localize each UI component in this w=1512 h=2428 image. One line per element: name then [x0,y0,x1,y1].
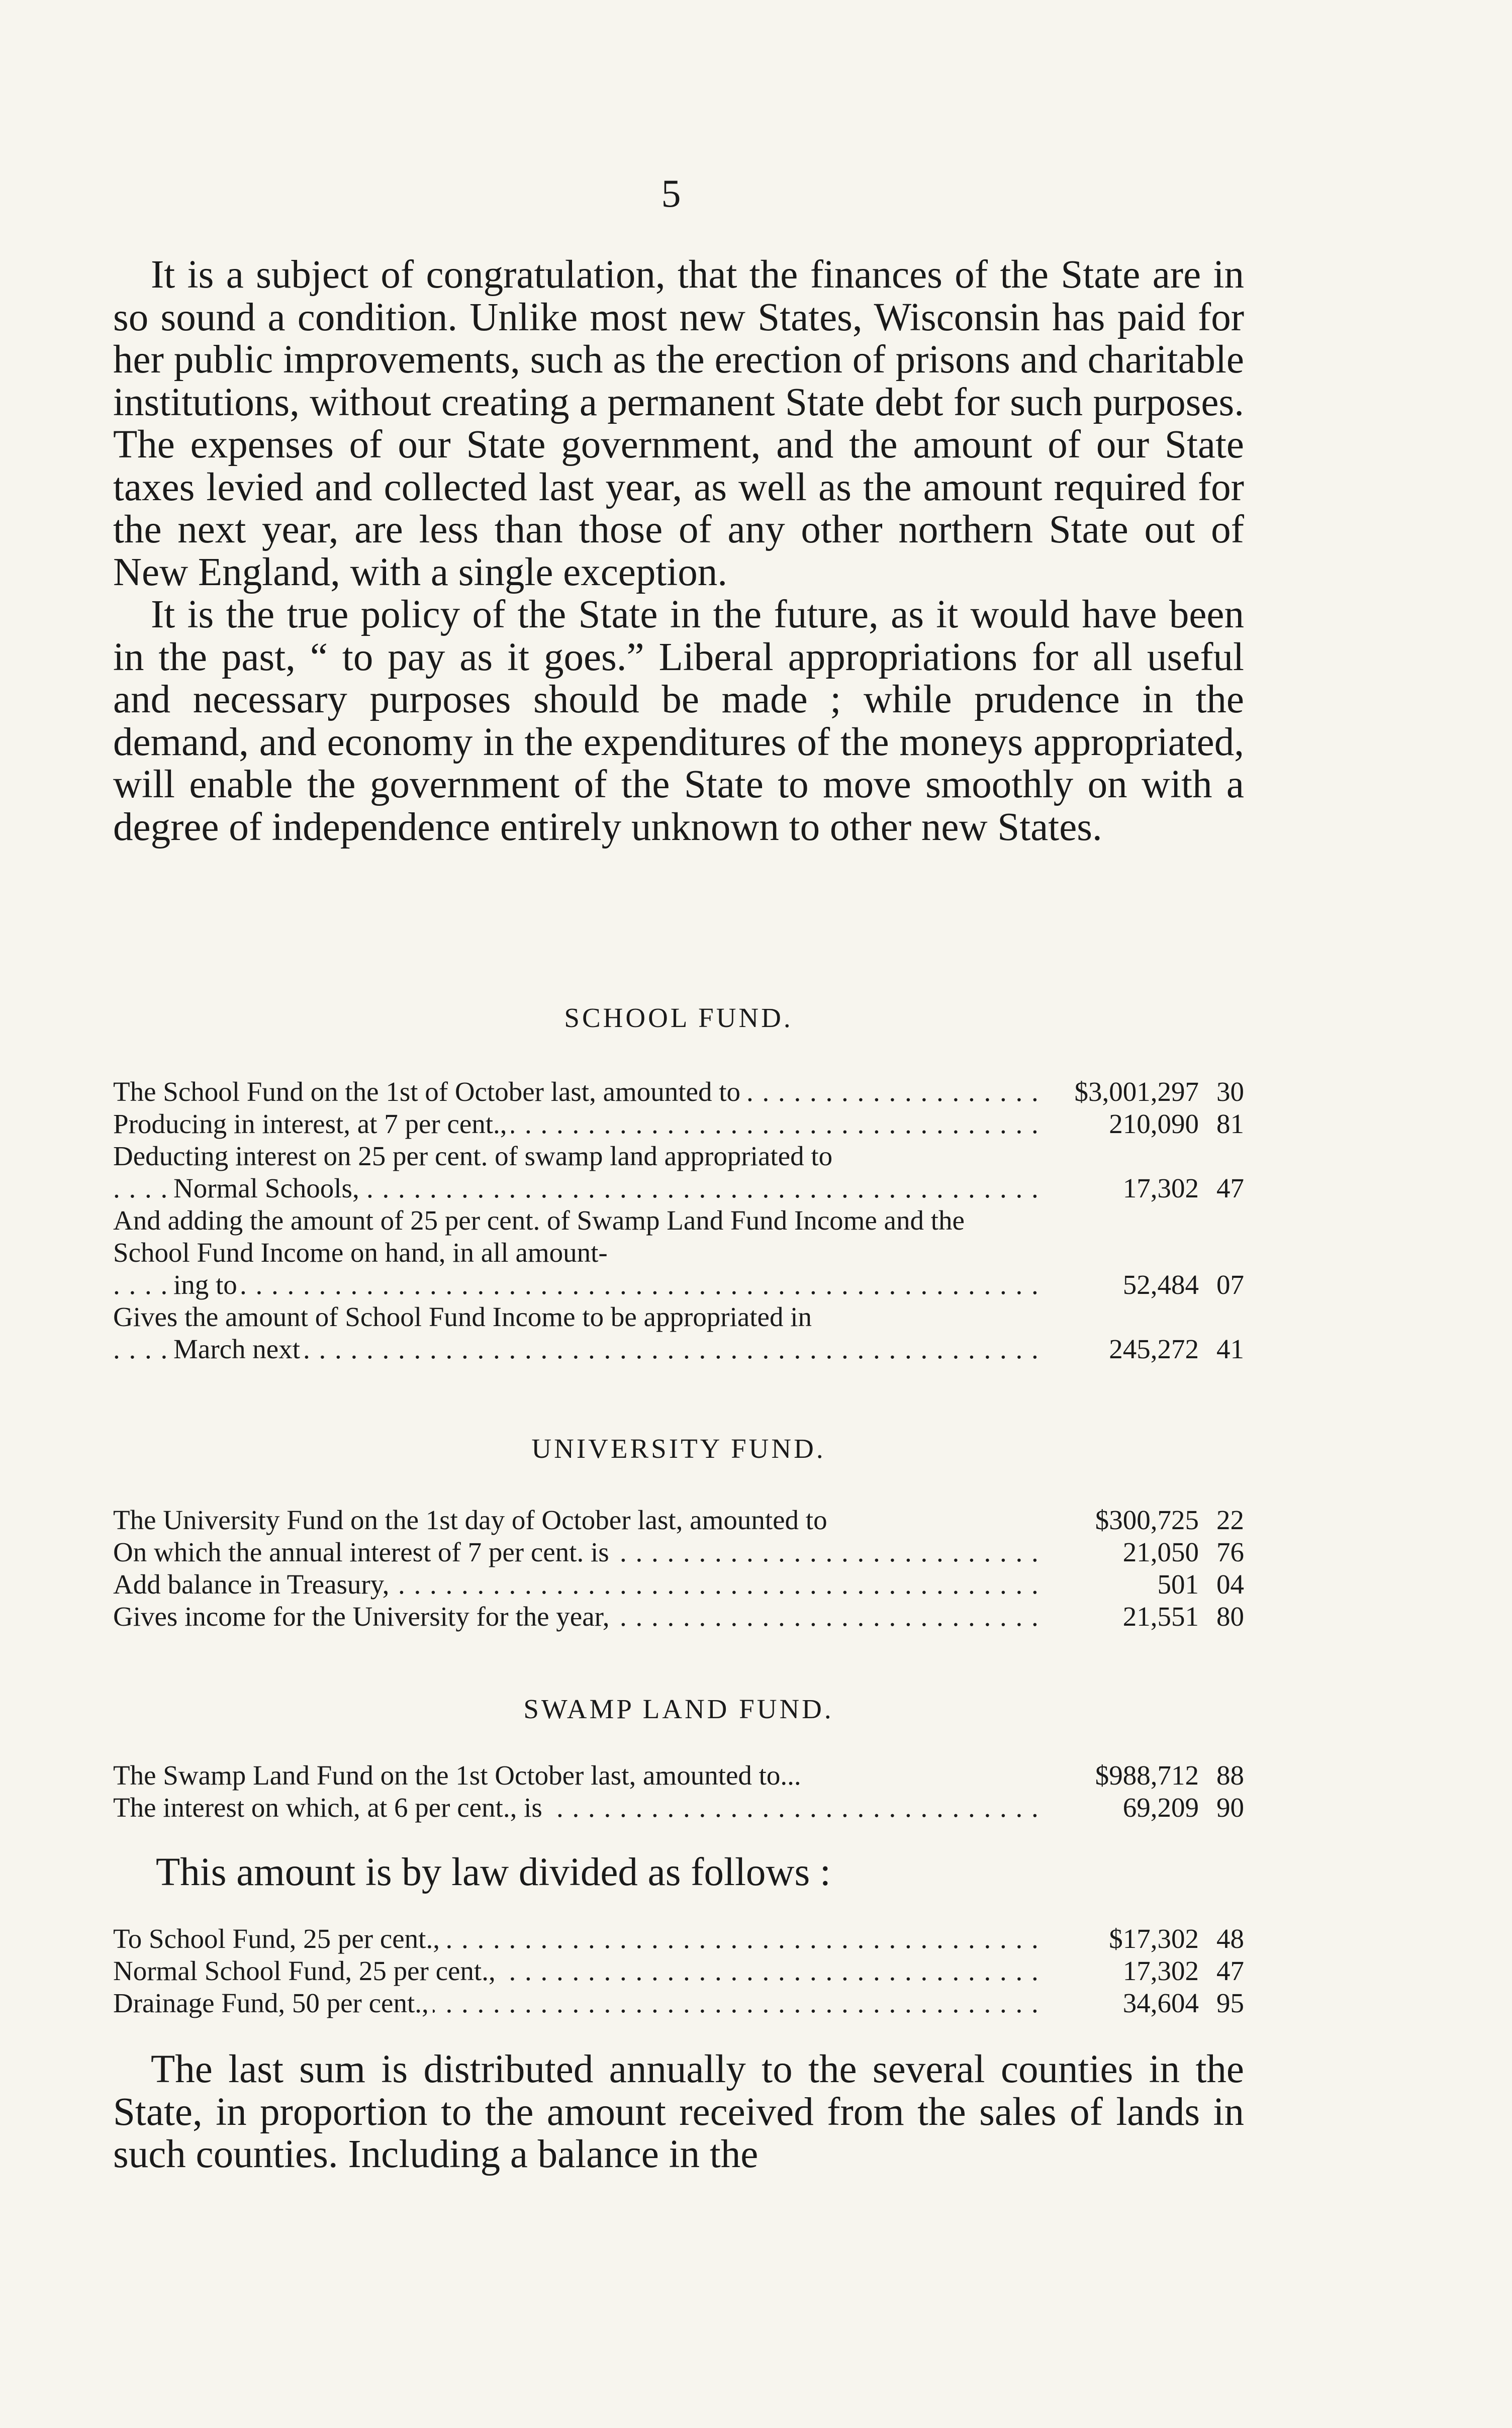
row-cents: 76 [1216,1537,1244,1567]
division-table [113,1923,1244,2019]
row-label: On which the annual interest of 7 per cent. is [113,1537,613,1567]
table-row [113,1108,1244,1140]
row-label: The School Fund on the 1st of October last, amounted to [113,1076,744,1107]
row-cents: 41 [1216,1334,1244,1364]
intro-paragraph-1: It is a subject of congratulation, that the finances of the State are in so sound a condition. Unlike most new States, Wisconsin has paid for her public improvements, such as the erection of prisons and charitable institutions, without creating a permanent State debt for such purposes. The expenses of our State government, and the amount of our State taxes levied and collected last year, as well as the amount required for the next year, are less than those of any other northern State out of New England, with a single exception. [113,253,1244,594]
table-row-continued [113,1333,1244,1365]
row-label: Gives income for the University for the year, [113,1601,613,1632]
row-amount: 245,272 [1109,1334,1199,1364]
row-cents: 22 [1216,1505,1244,1535]
row-cents: 30 [1216,1076,1244,1107]
row-label: Gives the amount of School Fund Income to be appropriated in [113,1301,816,1332]
table-row [113,1792,1244,1824]
row-amount: 69,209 [1122,1792,1199,1823]
school-fund-table [113,1076,1244,1365]
row-amount: $3,001,297 [1074,1076,1199,1107]
row-label-continued: ing to [173,1269,241,1300]
table-row [113,1955,1244,1987]
swamp-land-fund-table [113,1759,1244,1824]
row-label: Producing in interest, at 7 per cent., [113,1108,511,1139]
row-amount: 52,484 [1122,1269,1199,1300]
row-amount: 17,302 [1122,1173,1199,1203]
row-label: Add balance in Treasury, [113,1569,393,1600]
row-cents: 81 [1216,1108,1244,1139]
row-cents: 95 [1216,1988,1244,2018]
table-row [113,1076,1244,1108]
row-label: Drainage Fund, 50 per cent., [113,1988,433,2018]
table-row [113,1504,1244,1536]
row-amount: $988,712 [1095,1760,1199,1791]
row-cents: 88 [1216,1760,1244,1791]
university-fund-heading: UNIVERSITY FUND. [531,1433,826,1464]
row-amount: 21,551 [1122,1601,1199,1632]
page-number: 5 [661,171,681,215]
division-text: This amount is by law divided as follows : [156,1850,831,1894]
row-cents: 04 [1216,1569,1244,1600]
row-amount: 17,302 [1122,1955,1199,1986]
row-cents: 90 [1216,1792,1244,1823]
intro-paragraph-2: It is the true policy of the State in the future, as it would have been in the past, “ to pay as it goes.” Liberal appropriations for all useful and necessary purposes should be made ; while prudence in the demand, and economy in the expenditures of the moneys appropriated, will enable the government of the State to move smoothly on with a degree of independence entirely unknown to other new States. [113,593,1244,849]
university-fund-table [113,1504,1244,1633]
table-row [113,1301,1244,1333]
row-cents: 07 [1216,1269,1244,1300]
table-row [113,1987,1244,2019]
closing-text [113,2048,1244,2176]
row-label: Normal School Fund, 25 per cent., [113,1955,500,1986]
table-row [113,1140,1244,1172]
row-label-continued: March next [173,1334,304,1364]
swamp-land-fund-heading: SWAMP LAND FUND. [523,1694,834,1724]
row-amount: $17,302 [1109,1923,1199,1954]
row-label: The Swamp Land Fund on the 1st October last, amounted to... [113,1760,805,1791]
row-amount: 21,050 [1122,1537,1199,1567]
row-label: Deducting interest on 25 per cent. of swamp land appropriated to [113,1141,836,1171]
table-row [113,1923,1244,1955]
row-amount: 210,090 [1109,1108,1199,1139]
school-fund-heading: SCHOOL FUND. [564,1002,793,1033]
row-cents: 80 [1216,1601,1244,1632]
closing-paragraph: The last sum is distributed annually to the several counties in the State, in proportion to the amount received from the sales of lands in such counties. Including a balance in the [113,2047,1244,2176]
row-amount: 501 [1157,1569,1199,1600]
row-amount: 34,604 [1122,1988,1199,2018]
table-row [113,1568,1244,1601]
row-label: To School Fund, 25 per cent., [113,1923,444,1954]
row-label: The University Fund on the 1st day of October last, amounted to [113,1505,831,1535]
row-cents: 47 [1216,1955,1244,1986]
table-row [113,1601,1244,1633]
table-row-continued [113,1172,1244,1204]
table-row [113,1536,1244,1568]
intro-text [113,254,1244,849]
row-amount: $300,725 [1095,1505,1199,1535]
row-cents: 48 [1216,1923,1244,1954]
row-label: The interest on which, at 6 per cent., is [113,1792,546,1823]
table-row [113,1204,1244,1269]
row-cents: 47 [1216,1173,1244,1203]
row-label-continued: Normal Schools, [173,1173,363,1203]
row-label: And adding the amount of 25 per cent. of Swamp Land Fund Income and the School Fund Income on hand, in all amount- [113,1204,1043,1269]
table-row [113,1759,1244,1792]
table-row-continued [113,1269,1244,1301]
